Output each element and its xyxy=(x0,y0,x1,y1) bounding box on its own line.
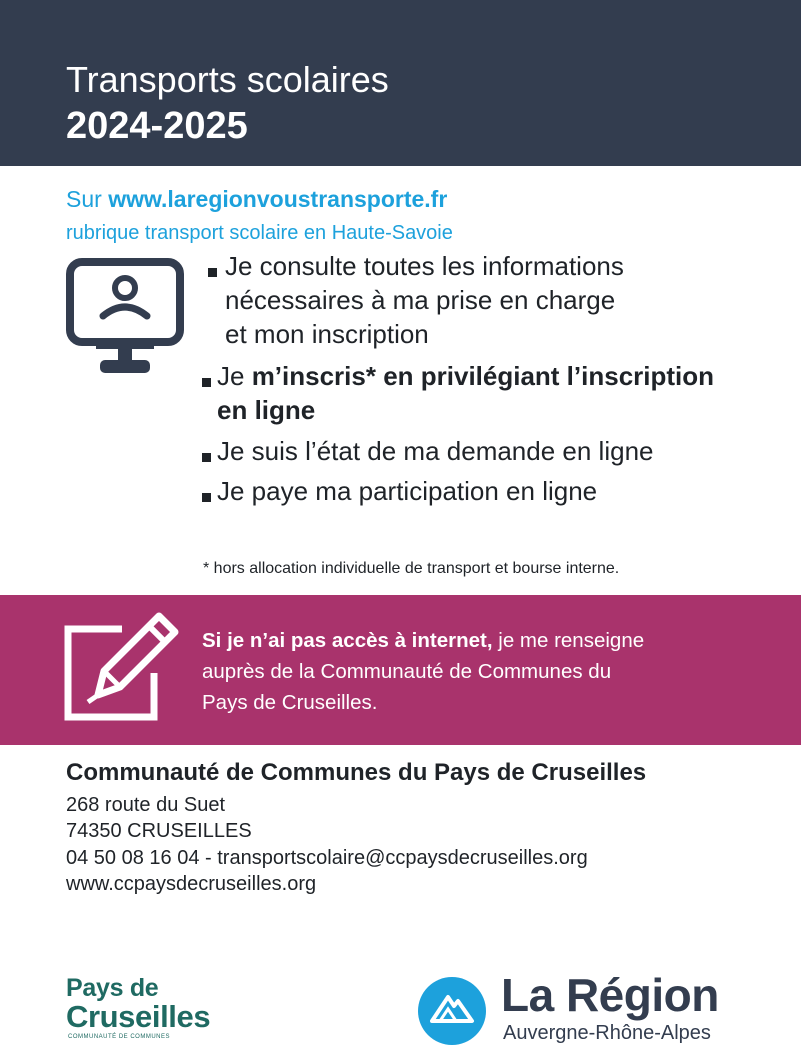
header-banner xyxy=(0,0,801,166)
contact-phone-email[interactable]: 04 50 08 16 04 - transportscolaire@ccpaysdecruseilles.org xyxy=(66,847,588,869)
contact-org-name: Communauté de Communes du Pays de Cruseilles xyxy=(66,759,647,786)
page-year: 2024-2025 xyxy=(66,105,248,147)
pays-de-cruseilles-logo xyxy=(66,975,210,1041)
bullet-register-pre: Je xyxy=(217,361,252,391)
bullet-consult-line3: et mon inscription xyxy=(225,319,429,349)
website-url[interactable]: www.laregionvoustransporte.fr xyxy=(108,186,448,212)
contact-street: 268 route du Suet xyxy=(66,794,226,816)
region-mountain-logo xyxy=(418,977,486,1045)
pays-logo-line1: Pays de xyxy=(66,974,159,1002)
website-prefix: Sur xyxy=(66,186,109,212)
computer-user-icon xyxy=(66,258,186,378)
contact-website[interactable]: www.ccpaysdecruseilles.org xyxy=(66,873,317,895)
bullet-track: Je suis l’état de ma demande en ligne xyxy=(217,436,654,466)
internet-notice-line1: je me renseigne xyxy=(492,629,645,652)
bullet-register-bold2: en ligne xyxy=(217,395,316,425)
bullet-consult xyxy=(225,249,685,351)
bullet-register-bold: m’inscris* en privilégiant l’inscription xyxy=(251,361,715,391)
bullet-pay: Je paye ma participation en ligne xyxy=(217,476,598,506)
region-logo-sub: Auvergne-Rhône-Alpes xyxy=(503,1022,711,1044)
region-logo-name: La Région xyxy=(501,969,719,1021)
internet-notice-line2: auprès de la Communauté de Communes du xyxy=(202,660,612,683)
footnote: * hors allocation individuelle de transport et bourse interne. xyxy=(203,560,620,577)
pays-logo-line2: Cruseilles xyxy=(66,999,211,1034)
website-line xyxy=(66,183,447,215)
bullet-consult-line1: Je consulte toutes les informations xyxy=(225,251,624,281)
bullet-square xyxy=(202,453,211,462)
pencil-edit-icon xyxy=(64,603,184,721)
bullet-square xyxy=(202,378,211,387)
bullet-square xyxy=(208,268,217,277)
page-title: Transports scolaires xyxy=(66,59,389,100)
pays-logo-tagline: COMMUNAUTÉ DE COMMUNES xyxy=(68,1034,170,1040)
internet-notice-bold: Si je n’ai pas accès à internet, xyxy=(202,629,493,652)
contact-city: 74350 CRUSEILLES xyxy=(66,820,252,842)
bullet-register xyxy=(217,359,757,427)
internet-notice-line3: Pays de Cruseilles. xyxy=(202,691,378,714)
bullet-consult-line2: nécessaires à ma prise en charge xyxy=(225,285,616,315)
bullet-square xyxy=(202,493,211,502)
website-subtitle: rubrique transport scolaire en Haute-Savoie xyxy=(66,222,453,244)
internet-notice-text xyxy=(202,625,762,718)
